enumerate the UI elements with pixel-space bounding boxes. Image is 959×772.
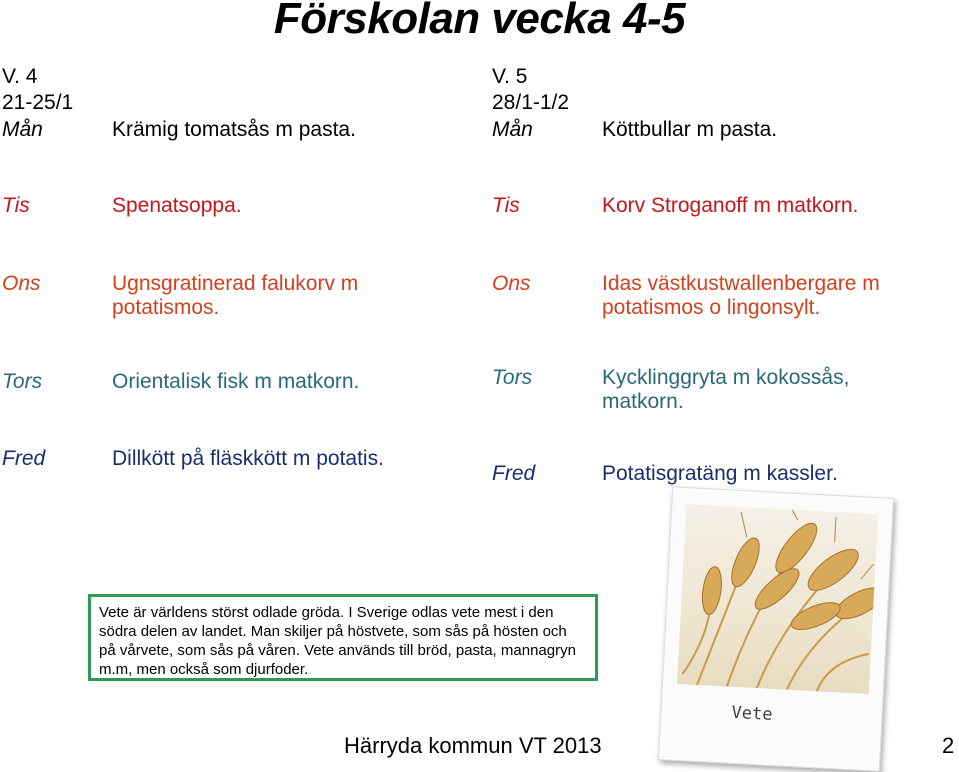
- week-4-label: V. 4: [2, 65, 38, 88]
- info-line: m.m, men också som djurfoder.: [99, 661, 309, 678]
- week-4-dates: 21-25/1: [2, 91, 74, 114]
- page-title: Förskolan vecka 4-5: [273, 0, 686, 43]
- w5-dish-wed: Idas västkustwallenbergare m: [602, 272, 880, 295]
- w5-dish-tue: Korv Stroganoff m matkorn.: [602, 194, 859, 217]
- wheat-image: [677, 504, 878, 694]
- w4-dish-mon: Krämig tomatsås m pasta.: [112, 118, 356, 141]
- w5-dish-thu: Kycklinggryta m kokossås,: [602, 366, 850, 389]
- w4-dish-tue: Spenatsoppa.: [112, 194, 242, 217]
- wheat-illustration: [677, 504, 878, 694]
- w4-dish-thu: Orientalisk fisk m matkorn.: [112, 370, 360, 393]
- w5-dish-thu-line2: matkorn.: [602, 390, 684, 413]
- w5-day-tue: Tis: [492, 194, 520, 217]
- info-line: södra delen av landet. Man skiljer på höstvete, som sås på hösten och: [99, 623, 567, 640]
- info-line: Vete är världens störst odlade gröda. I Sverige odlas vete mest i den: [99, 604, 554, 621]
- wheat-photo: [658, 486, 894, 771]
- page-number: 2: [942, 733, 955, 758]
- w4-day-mon: Mån: [2, 118, 43, 141]
- w4-day-wed: Ons: [2, 272, 41, 295]
- w5-day-fri: Fred: [492, 462, 536, 485]
- w5-day-mon: Mån: [492, 118, 533, 141]
- w4-dish-wed-line2: potatismos.: [112, 296, 220, 319]
- w4-dish-fri: Dillkött på fläskkött m potatis.: [112, 447, 384, 470]
- w5-dish-mon: Köttbullar m pasta.: [602, 118, 778, 141]
- w4-day-thu: Tors: [2, 370, 43, 393]
- info-box: [88, 594, 598, 681]
- week-5-label: V. 5: [492, 65, 528, 88]
- photo-caption: Vete: [731, 702, 773, 725]
- w4-day-fri: Fred: [2, 447, 46, 470]
- w5-dish-fri: Potatisgratäng m kassler.: [602, 462, 838, 485]
- w4-dish-wed: Ugnsgratinerad falukorv m: [112, 272, 359, 295]
- info-line: på vårvete, som sås på våren. Vete används till bröd, pasta, mannagryn: [99, 642, 576, 659]
- w5-day-thu: Tors: [492, 366, 533, 389]
- w5-dish-wed-line2: potatismos o lingonsylt.: [602, 296, 821, 319]
- week-5-dates: 28/1-1/2: [492, 91, 570, 114]
- footer-text: Härryda kommun VT 2013: [344, 733, 602, 758]
- w5-day-wed: Ons: [492, 272, 531, 295]
- w4-day-tue: Tis: [2, 194, 30, 217]
